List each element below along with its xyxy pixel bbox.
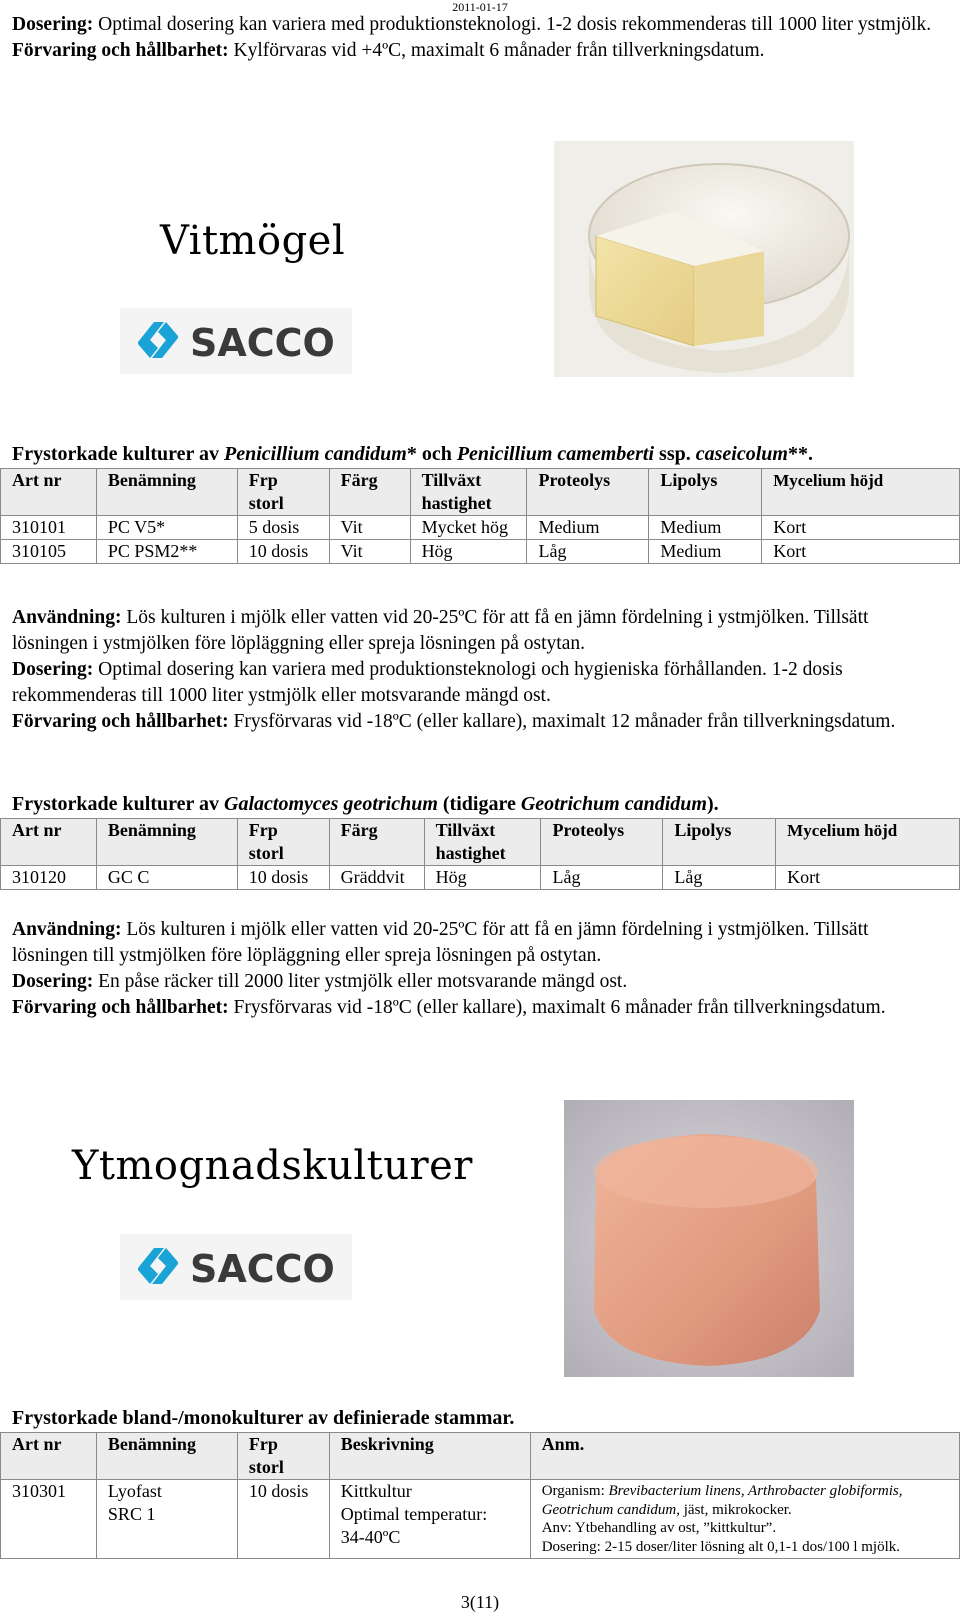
table-cell: Låg [541,866,663,890]
column-header-text: Frp storl [248,820,284,863]
table-cell: Kort [762,540,960,564]
product-name-line: Lyofast [107,1481,162,1501]
column-header: Mycelium höjd [762,469,960,516]
description-line: Kittkultur [340,1481,412,1501]
heading-text: **. [787,443,813,465]
column-header: Lipolys [649,469,762,516]
remark-cell [530,1480,959,1559]
sacco-logo-mark [120,308,352,374]
table-row [1,516,960,540]
species-name: Galactomyces geotrichum [224,793,438,815]
smear-ripened-cheese-photo [564,1100,854,1377]
table-cell: 310301 [1,1480,97,1559]
sacco-logo [120,308,352,374]
species-name: Brevibacterium linens, Arthrobacter globiformis, Geotrichum candidum, [541,1483,903,1518]
column-header: Färg [329,469,410,516]
column-header: Anm. [530,1433,959,1480]
species-name: caseicolum [695,443,788,465]
table-header-row [1,469,960,516]
dosage-text: Optimal dosering kan variera med produktionsteknologi och hygieniska förhållanden. 1-2 dosis rekommenderas till 1000 liter ystmjölk eller motsvarande mängd ost. [12,659,843,706]
table-cell: Vit [329,540,410,564]
storage-label: Förvaring och hållbarhet: [12,40,229,61]
column-header: Art nr [1,819,97,866]
table-cell: Vit [329,516,410,540]
table-cell: Medium [527,516,649,540]
species-name: Geotrichum candidum [520,793,707,815]
column-header [410,469,527,516]
sacco-logo-text: SACCO [190,1247,335,1291]
table-cell: Låg [663,866,776,890]
column-header: Mycelium höjd [776,819,960,866]
usage-label: Användning: [12,919,122,940]
table-cell: 310101 [1,516,97,540]
column-header: Färg [329,819,424,866]
remark-text: Dosering: 2-15 doser/liter lösning alt 0,1-1 dos/100 l mjölk. [541,1538,900,1555]
table-cell: GC C [96,866,237,890]
dosage-label: Dosering: [12,659,94,680]
table-cell: 10 dosis [237,866,329,890]
species-name: Penicillium candidum [224,443,407,465]
table-row [1,540,960,564]
table-cell: 5 dosis [237,516,329,540]
ytmognad-heading: Frystorkade bland-/monokulturer av definierade stammar. [12,1407,515,1429]
storage-label: Förvaring och hållbarhet: [12,997,229,1018]
dosage-text: Optimal dosering kan variera med produktionsteknologi. 1-2 dosis rekommenderas till 1000 liter ystmjölk. [93,14,932,35]
geotrichum-heading [12,793,719,816]
heading-text: ). [706,793,719,815]
table-cell: 10 dosis [237,540,329,564]
storage-text: Frysförvaras vid -18ºC (eller kallare), maximalt 6 månader från tillverkningsdatum. [228,997,886,1018]
remark-text: jäst, mikrokocker. [680,1501,792,1518]
table-cell: 310120 [1,866,97,890]
table-header-row [1,1433,960,1480]
column-header [237,1433,329,1480]
table-cell: Hög [424,866,541,890]
column-header: Beskrivning [329,1433,530,1480]
table-cell: Mycket hög [410,516,527,540]
column-header [424,819,541,866]
table-row [1,866,960,890]
heading-text: Frystorkade kulturer av [12,443,225,465]
column-header [237,469,329,516]
table-cell: Medium [649,516,762,540]
page-number: 3(11) [460,1592,500,1612]
remark-text: Anv: Ytbehandling av ost, ”kittkultur”. [541,1520,777,1536]
sacco-logo [120,1234,352,1300]
table-row [1,1480,960,1559]
table-cell: Gräddvit [329,866,424,890]
column-header-text: Frp storl [248,470,284,513]
column-header-text: Frp storl [248,1434,284,1477]
column-header: Proteolys [541,819,663,866]
camembert-cheese-photo [554,141,854,377]
table-cell: Kort [776,866,960,890]
table-header-row [1,819,960,866]
dosage-text: En påse räcker till 2000 liter ystmjölk eller motsvarande mängd ost. [93,971,628,992]
column-header [237,819,329,866]
sacco-logo-mark [120,1234,352,1300]
dosage-label: Dosering: [12,971,94,992]
column-header-text: Tillväxt hastighet [421,470,492,513]
storage-text: Kylförvaras vid +4ºC, maximalt 6 månader från tillverkningsdatum. [228,40,765,61]
intro-block [12,12,948,64]
usage-label: Användning: [12,607,122,628]
ytmognad-table [0,1432,960,1559]
table-cell: 310105 [1,540,97,564]
table-cell: Låg [527,540,649,564]
section-title-vitmogel: Vitmögel [160,218,346,264]
vitmogel-heading [12,443,813,466]
document-date: 2011-01-17 [452,0,508,14]
column-header: Benämning [96,819,237,866]
heading-text: (tidigare [437,793,521,815]
description-line: Optimal temperatur: [340,1504,488,1524]
description-line: 34-40ºC [340,1527,401,1547]
table-cell [96,1480,237,1559]
heading-text: * och [406,443,457,465]
species-name: Penicillium camemberti [456,443,655,465]
usage-text: Lös kulturen i mjölk eller vatten vid 20-25ºC för att få en jämn fördelning i ystmjölken. Tillsätt lösningen till ystmjölken före löpläggning eller spreja lösningen på ostytan. [12,919,869,966]
section-title-ytmognad: Ytmognadskulturer [72,1143,473,1189]
usage-text: Lös kulturen i mjölk eller vatten vid 20-25ºC för att få en jämn fördelning i ystmjölken. Tillsätt lösningen i ystmjölken före löpläggning eller spreja lösningen på ostytan. [12,607,869,654]
table-cell: PC V5* [96,516,237,540]
storage-label: Förvaring och hållbarhet: [12,711,229,732]
column-header: Lipolys [663,819,776,866]
heading-text: ssp. [654,443,696,465]
dosage-label: Dosering: [12,14,94,35]
column-header: Benämning [96,469,237,516]
table-cell: PC PSM2** [96,540,237,564]
vitmogel-table [0,468,960,564]
column-header: Art nr [1,1433,97,1480]
column-header: Benämning [96,1433,237,1480]
table-cell: Hög [410,540,527,564]
column-header: Proteolys [527,469,649,516]
storage-text: Frysförvaras vid -18ºC (eller kallare), maximalt 12 månader från tillverkningsdatum. [228,711,896,732]
product-name-line: SRC 1 [107,1504,156,1524]
table-cell: Medium [649,540,762,564]
column-header: Art nr [1,469,97,516]
table-cell [329,1480,530,1559]
geotrichum-table [0,818,960,890]
table-cell: 10 dosis [237,1480,329,1559]
remark-text: Organism: [541,1483,609,1499]
vitmogel-usage-block [12,605,948,735]
table-cell: Kort [762,516,960,540]
geotrichum-usage-block [12,917,948,1021]
heading-text: Frystorkade kulturer av [12,793,225,815]
sacco-logo-text: SACCO [190,321,335,365]
column-header-text: Tillväxt hastighet [435,820,506,863]
